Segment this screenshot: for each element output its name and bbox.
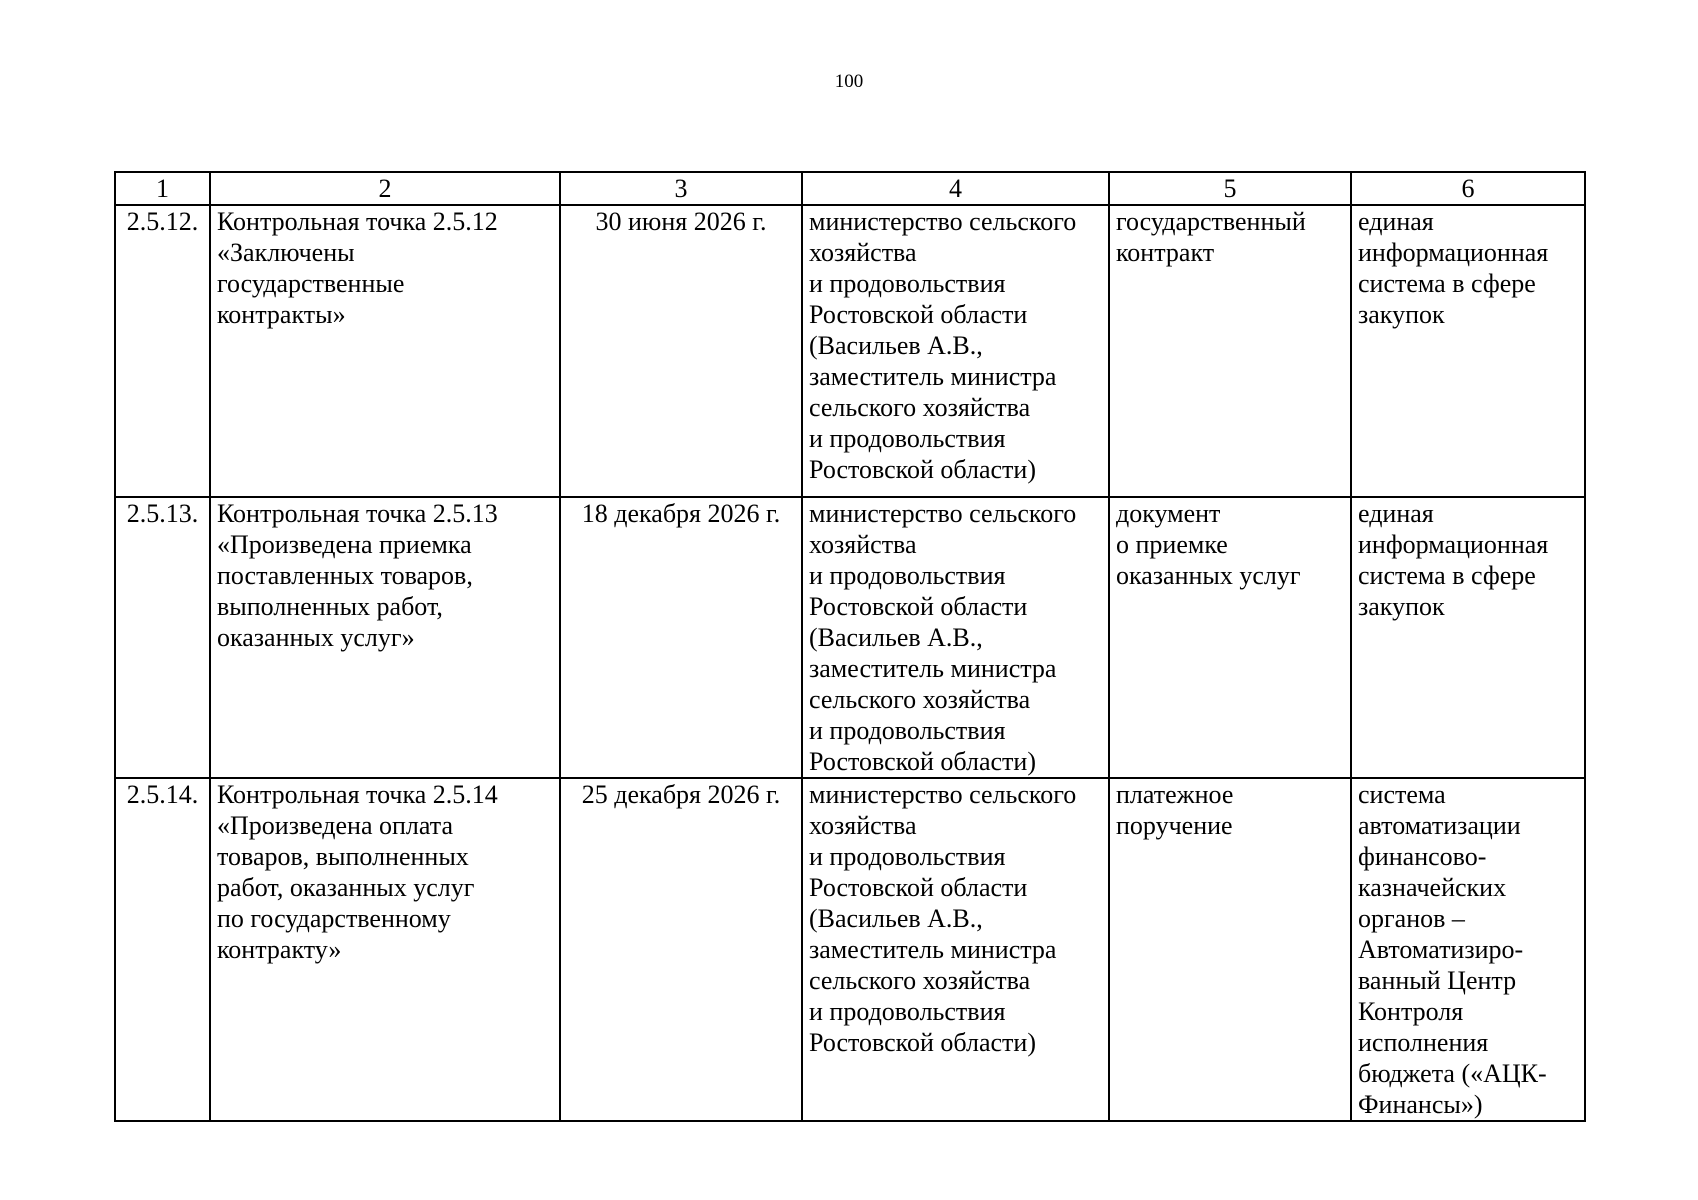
page-number: 100 bbox=[834, 71, 864, 92]
table-row bbox=[115, 778, 1585, 1121]
system-cell: система автоматизации финансово- казначейских органов – Автоматизиро- ванный Центр Контроля исполнения бюджета («АЦК- Финансы») bbox=[1351, 778, 1585, 1121]
column-header: 3 bbox=[560, 172, 802, 205]
date-cell: 30 июня 2026 г. bbox=[560, 205, 802, 497]
system-cell: единая информационная система в сфере закупок bbox=[1351, 205, 1585, 497]
row-number-cell: 2.5.14. bbox=[115, 778, 210, 1121]
document-cell: платежное поручение bbox=[1109, 778, 1351, 1121]
responsible-cell: министерство сельского хозяйства и продовольствия Ростовской области (Васильев А.В., заместитель министра сельского хозяйства и продовольствия Ростовской области) bbox=[802, 497, 1109, 778]
table-row bbox=[115, 205, 1585, 497]
column-header: 6 bbox=[1351, 172, 1585, 205]
date-cell: 25 декабря 2026 г. bbox=[560, 778, 802, 1121]
responsible-cell: министерство сельского хозяйства и продовольствия Ростовской области (Васильев А.В., заместитель министра сельского хозяйства и продовольствия Ростовской области) bbox=[802, 205, 1109, 497]
control-point-cell: Контрольная точка 2.5.12 «Заключены государственные контракты» bbox=[210, 205, 560, 497]
responsible-cell: министерство сельского хозяйства и продовольствия Ростовской области (Васильев А.В., заместитель министра сельского хозяйства и продовольствия Ростовской области) bbox=[802, 778, 1109, 1121]
column-header: 5 bbox=[1109, 172, 1351, 205]
table-header-row bbox=[115, 172, 1585, 205]
column-header: 2 bbox=[210, 172, 560, 205]
row-number-cell: 2.5.13. bbox=[115, 497, 210, 778]
system-cell: единая информационная система в сфере закупок bbox=[1351, 497, 1585, 778]
control-point-cell: Контрольная точка 2.5.14 «Произведена оплата товаров, выполненных работ, оказанных услуг по государственному контракту» bbox=[210, 778, 560, 1121]
row-number-cell: 2.5.12. bbox=[115, 205, 210, 497]
column-header: 1 bbox=[115, 172, 210, 205]
column-header: 4 bbox=[802, 172, 1109, 205]
date-cell: 18 декабря 2026 г. bbox=[560, 497, 802, 778]
control-point-cell: Контрольная точка 2.5.13 «Произведена приемка поставленных товаров, выполненных работ, оказанных услуг» bbox=[210, 497, 560, 778]
document-cell: государственный контракт bbox=[1109, 205, 1351, 497]
table-row bbox=[115, 497, 1585, 778]
document-cell: документ о приемке оказанных услуг bbox=[1109, 497, 1351, 778]
control-points-table bbox=[114, 171, 1586, 1122]
